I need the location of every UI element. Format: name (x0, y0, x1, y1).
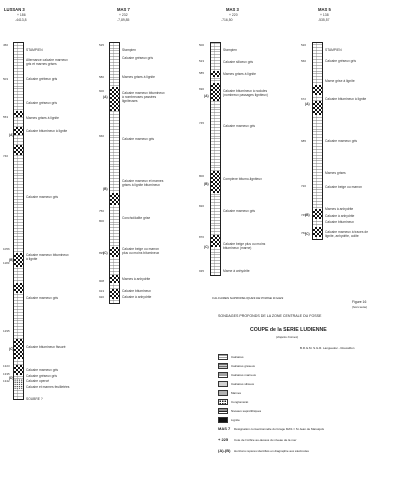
horizon-tag: (C) (9, 347, 14, 351)
formation-label: Calcaire marneux à traces de lignite, anhydrite, oolite (325, 230, 369, 238)
legend-notes (218, 427, 403, 460)
legend-swatch (218, 399, 228, 405)
legend-label: Calcaires (231, 354, 244, 359)
formation-label: Calcaire bitumineux à lignite (26, 129, 68, 133)
legend-note-text: Désignation conventionnelle du forage MAS = St Jean de Maruéjols (234, 427, 324, 431)
depth-value: 503 (3, 77, 9, 81)
depth-value: 685 (301, 139, 307, 143)
formation-label: Calcaire beige ou marron plus ou moins bitumineux (122, 247, 160, 255)
well-column (13, 42, 24, 400)
formation-label: Marne grise à lignite (325, 79, 355, 83)
horizon-tag: (A) (305, 102, 310, 106)
legend-swatch (218, 381, 228, 387)
well-altitude: + 186 (17, 13, 26, 17)
legend-label: Niveaux saprolithiques (231, 408, 262, 413)
formation-label: Calcaire bitumineux (325, 220, 354, 224)
legend-swatch (218, 408, 228, 414)
depth-value: 500 (199, 43, 205, 47)
depth-value: 660 (99, 134, 105, 138)
horizon-tag: (C) (204, 245, 209, 249)
formation-label: Calcaire beige plus ou moins bitumineux (marne) (223, 242, 266, 250)
formation-label: Calcaire gréseux gris (26, 374, 57, 378)
formation-label: Calcaire à anhydrite (122, 295, 152, 299)
legend-note-key: (A)-(B) (218, 448, 231, 453)
horizon-tag: (A) (103, 95, 108, 99)
well-title: MAS 5 (318, 7, 331, 12)
formation-label: Calcaire marneux gris (325, 139, 358, 143)
formation-label: Calcaire bitumineux (122, 289, 151, 293)
legend-note-text: Cote de l'orifice au-dessus du niveau de la mer (234, 438, 297, 442)
well-elevation: -4413,8 (15, 18, 27, 22)
legend-item (218, 390, 318, 399)
depth-value: 745 (199, 121, 205, 125)
formation-label: Marnes à anhydrite (122, 277, 151, 281)
depth-value: 585 (199, 71, 205, 75)
legend-swatch (218, 363, 228, 369)
depth-value: 520 (301, 43, 307, 47)
depth-value: 820 (199, 204, 205, 208)
horizon-tag: (A) (204, 94, 209, 98)
horizon-tag: (B) (204, 182, 209, 186)
formation-label: Calcaire opercé (26, 379, 50, 383)
legend-swatch (218, 390, 228, 396)
depth-value: 523 (199, 59, 205, 63)
formation-label: STAMPIEN (26, 48, 43, 52)
depth-value: 560 (301, 59, 307, 63)
depth-value: 870 (199, 235, 205, 239)
formation-label: Marnes grises (325, 171, 346, 175)
well-column (312, 42, 323, 240)
legend-label: Calcaires siliceux (231, 381, 255, 386)
formation-label: Calcaire siliceux gris (223, 60, 254, 64)
depth-value: 525 (99, 43, 105, 47)
formation-label: Calcaire marneux bitumineux à lignite (26, 253, 69, 261)
horizon-tag: (C) (305, 232, 310, 236)
formation-label: Stampien (122, 48, 136, 52)
legend-swatch (218, 417, 228, 423)
legend-label: Lignite (231, 417, 240, 422)
legend-note (218, 438, 403, 449)
well-title: LUSSAN 3 (4, 7, 25, 12)
horizon-tag: (B) (305, 213, 310, 217)
depth-value: 935 (199, 269, 205, 273)
depth-value: 745 (301, 213, 307, 217)
depth-value: 450 (3, 43, 9, 47)
formation-label: Marne à anhydrite (223, 269, 250, 273)
formation-label: Calcaire bitumineux à nodules (nombreux passages ligniteux) (223, 89, 268, 97)
formation-label: Calcaire gréseux gris (122, 56, 153, 60)
horizon-tag: (C) (103, 251, 108, 255)
formation-label: Marnes à anhydrite (325, 207, 354, 211)
legend-header-3: (d'après Comex) (276, 335, 299, 339)
formation-label: Marnes grises à lignite (223, 72, 256, 76)
formation-label: STAMPIEN (325, 48, 342, 52)
figure-number: Figure 16 (352, 300, 367, 304)
depth-value: 750 (99, 209, 105, 213)
well-column (109, 42, 120, 304)
legend-label: Conglomérat (231, 399, 249, 404)
legend-item (218, 354, 318, 363)
depth-value: 908 (99, 279, 105, 283)
well-title: MAS 7 (117, 7, 130, 12)
formation-label: Calcaire marneux gris (223, 209, 256, 213)
depth-value: 672 (301, 97, 307, 101)
formation-label: Calcaire marneux gris (122, 137, 155, 141)
formation-label: Calcaire et marnes feuilletées (26, 385, 70, 389)
well-altitude: + 138 (320, 13, 329, 17)
depth-value: 1342 (3, 379, 10, 383)
formation-label: Complexe bitumo-ligniteux (223, 177, 262, 181)
formation-label: Calcaire marneux bitumineux à nombreuses passées ligniteuses (122, 91, 165, 103)
formation-label: Alternance calcaire marneux gris et marnes grises (26, 58, 68, 66)
formation-label: Conchoïdalite grise (122, 216, 151, 220)
mas3-note: CALCAIRES SAPROPELIQUES DE PORGE D'ALES (212, 296, 284, 300)
formation-label: Marnes grises à lignite (122, 75, 155, 79)
depth-value: 690 (199, 87, 205, 91)
legend-item (218, 399, 318, 408)
formation-label: Calcaire à anhydrite (325, 214, 355, 218)
formation-label: Marnes grises à lignite (26, 116, 59, 120)
depth-value: 760 (301, 231, 307, 235)
depth-value: 920 (99, 295, 105, 299)
depth-value: 1183 (3, 261, 10, 265)
formation-label: Calcaire gréseux gris (26, 101, 57, 105)
legend-note-key: MAS 7 (218, 426, 231, 431)
formation-label: Calcaire marneux gris (26, 368, 59, 372)
depth-value: 740 (3, 154, 9, 158)
legend-label: Calcaires marneux (231, 372, 257, 377)
figure-scale: (hors texte) (352, 305, 368, 309)
formation-label: Calcaire bitumineux à lignite (325, 97, 367, 101)
well-title: MAS 3 (226, 7, 239, 12)
depth-value: 913 (99, 289, 105, 293)
legend-item (218, 381, 318, 390)
depth-value: 1335 (3, 372, 10, 376)
legend-org: B.R.G.M. S.G.R. Languedoc - Roussillon (300, 346, 355, 350)
well-elevation: -535,57 (318, 18, 330, 22)
legend-header-1: SONDAGES PROFONDS DE LA ZONE CENTRALE DU FOSSE (218, 314, 322, 318)
depth-value: 1323 (3, 364, 10, 368)
legend-note (218, 427, 403, 438)
formation-label: Calcaire marneux gris (26, 195, 59, 199)
legend-item (218, 363, 318, 372)
formation-label: Calcaire grébeux gris (26, 77, 58, 81)
legend-item (218, 408, 318, 417)
legend-items (218, 354, 318, 426)
well-altitude: + 232 (119, 13, 128, 17)
legend-item (218, 417, 318, 426)
legend-swatch (218, 372, 228, 378)
horizon-tag: (B) (9, 258, 14, 262)
horizon-tag: (D) (9, 376, 14, 380)
legend-label: Calcaires gréseux (231, 363, 256, 368)
formation-label: Calcaire marneux gris (223, 124, 256, 128)
depth-value: 800 (99, 219, 105, 223)
formation-label: Calcaire beige ou marron (325, 185, 363, 189)
well-column (210, 42, 221, 276)
horizon-tag: (A) (9, 133, 14, 137)
depth-value: 600 (99, 89, 105, 93)
legend-item (218, 372, 318, 381)
legend-header-2: COUPE de la SERIE LUDIENNE (250, 327, 327, 333)
depth-value: 895 (99, 251, 105, 255)
depth-value: 580 (99, 75, 105, 79)
depth-value: 553 (3, 115, 9, 119)
horizon-tag: (B) (103, 187, 108, 191)
well-elevation: -7,89,85 (117, 18, 130, 22)
depth-value: 720 (301, 184, 307, 188)
legend-swatch (218, 354, 228, 360)
formation-label: Stampien (223, 48, 237, 52)
legend-note (218, 449, 403, 460)
depth-value: 800 (199, 174, 205, 178)
well-altitude: + 220 (229, 13, 238, 17)
legend-label: Marnes (231, 390, 242, 395)
formation-label: Calcaire marneux et marnes grises à lignite bitumineux (122, 179, 164, 187)
well-elevation: -716,50 (221, 18, 233, 22)
legend-note-key: + 225 (218, 437, 229, 442)
legend-note-text: Horizons repères identifiés en diagraphie aux électrodes (234, 449, 309, 453)
formation-label: SOUBRE ? (26, 397, 43, 401)
formation-label: Calcaire marneux gris (26, 296, 59, 300)
formation-label: Calcaire gréseux gris (325, 59, 356, 63)
depth-value: 1056 (3, 247, 10, 251)
depth-value: 1295 (3, 329, 10, 333)
formation-label: Calcaire bitumineux fissuré (26, 345, 66, 349)
